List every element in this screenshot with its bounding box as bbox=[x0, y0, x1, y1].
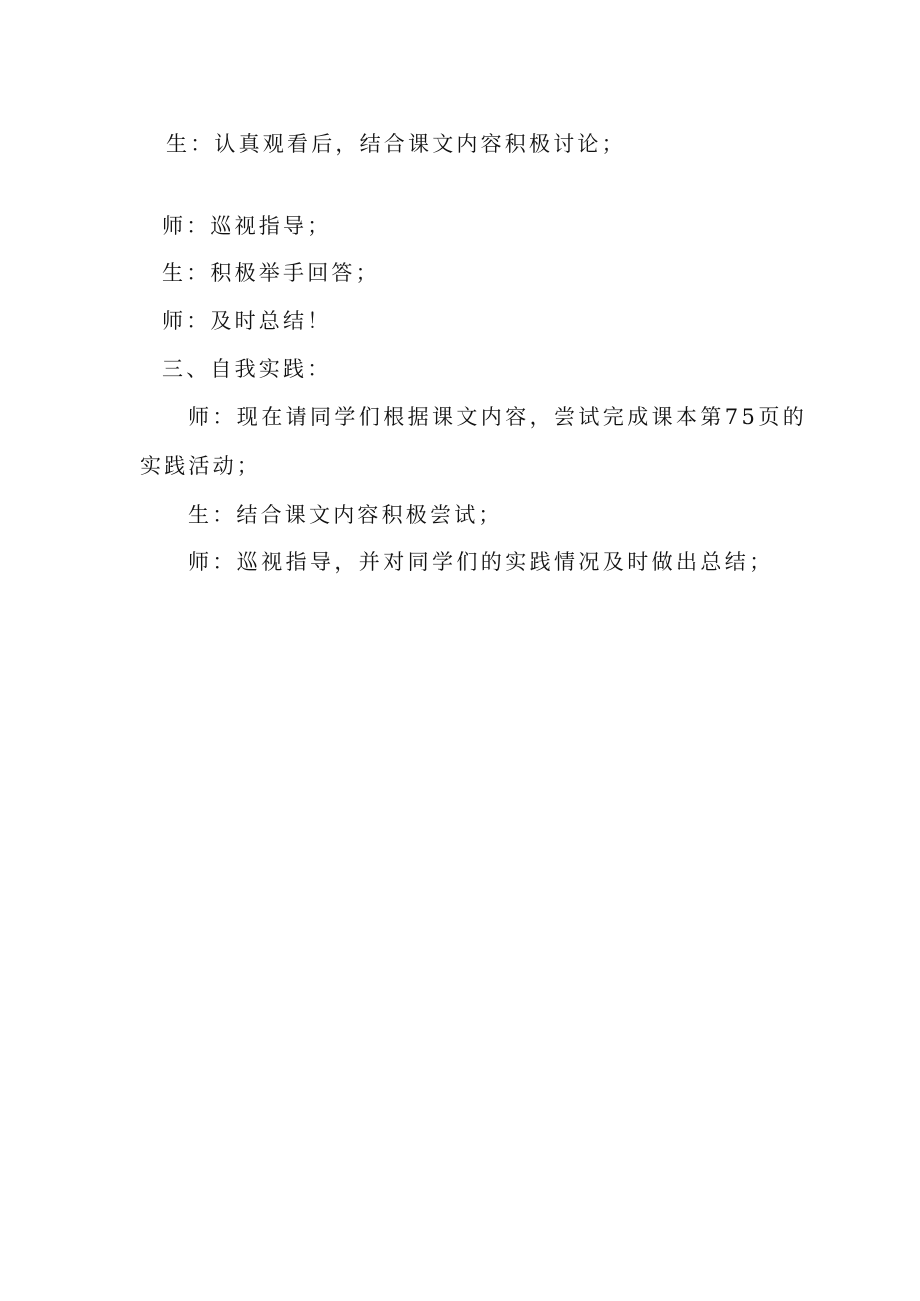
student-discussion-line: 生：认真观看后，结合课文内容积极讨论； bbox=[166, 132, 626, 156]
teacher-final-summary-line: 师：巡视指导，并对同学们的实践情况及时做出总结； bbox=[188, 550, 774, 574]
teacher-instruction-continuation: 实践活动； bbox=[140, 454, 261, 478]
teacher-instruction-line: 师：现在请同学们根据课文内容，尝试完成课本第75页的 bbox=[188, 405, 808, 429]
section-heading: 三、自我实践： bbox=[162, 357, 332, 381]
student-attempt-line: 生：结合课文内容积极尝试； bbox=[188, 503, 503, 527]
student-answer-line: 生：积极举手回答； bbox=[162, 261, 380, 285]
teacher-guidance-line: 师：巡视指导； bbox=[162, 214, 332, 238]
teacher-summary-line: 师：及时总结！ bbox=[162, 309, 332, 333]
